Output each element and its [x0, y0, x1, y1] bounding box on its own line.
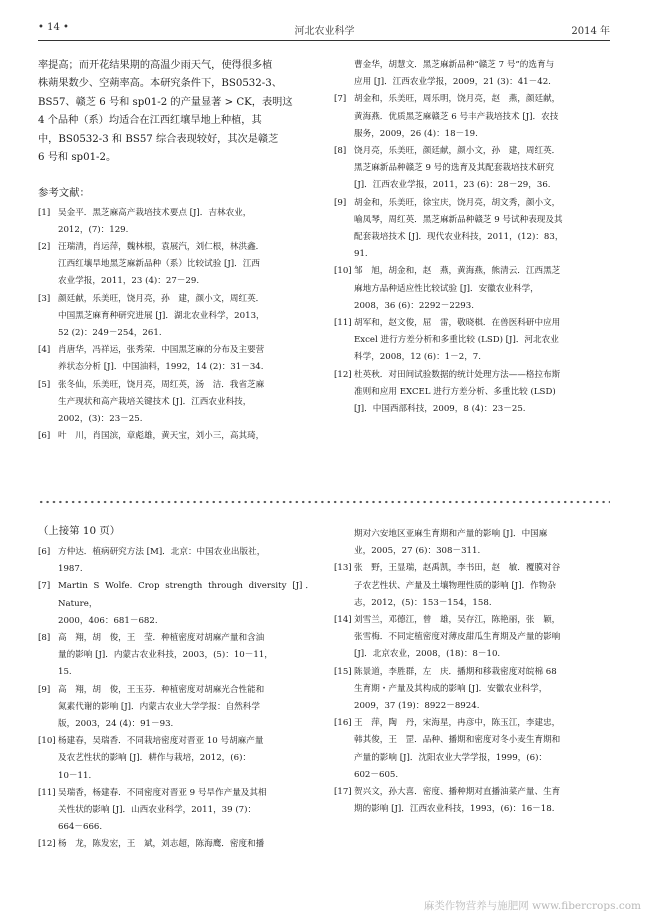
reference-text — [354, 367, 610, 419]
reference-number: [11] — [334, 318, 352, 329]
reference-line: 喻凤琴，周红英．黑芝麻新品种赣芝 9 号试种表现及其 — [354, 214, 563, 225]
reference-line: 陈景道，李胜群，左 庆．播期和移栽密度对皖棉 68 — [354, 666, 557, 677]
reference-number — [334, 526, 354, 560]
reference-number: [12] — [38, 839, 56, 850]
reference-line: Martin S Wolfe. Crop strength through diversity [J]．Nature， — [58, 581, 314, 609]
reference-line: 2012，(7)：129. — [58, 224, 129, 235]
reference-line: 胡金和，乐美旺，周乐明，饶月亮，赵 燕，颜廷献， — [354, 94, 561, 105]
reference-text — [354, 195, 610, 264]
reference-text — [58, 682, 314, 734]
body-line: 率提高；而开花结果期的高温少雨天气，使得很多植 — [38, 60, 273, 71]
reference-line: 汪瑞清，肖运萍，魏林根，袁展汽，刘仁根，林洪鑫． — [58, 242, 265, 253]
reference-text — [58, 428, 314, 445]
reference-line: 生育期・产量及其构成的影响 [J]．安徽农业科学， — [354, 683, 548, 694]
reference-item — [38, 630, 314, 682]
reference-item — [334, 664, 610, 716]
reference-text — [354, 784, 610, 818]
references-title: 参考文献： — [38, 187, 90, 200]
reference-text — [58, 578, 314, 630]
reference-text — [354, 526, 610, 560]
reference-line: 张冬仙，乐美旺，饶月亮，周红英，汤 洁．我省芝麻 — [58, 379, 265, 390]
reference-line: 期对六安地区亚麻生育期和产量的影响 [J]．中国麻 — [354, 529, 548, 539]
reference-text — [354, 612, 610, 664]
reference-line: 准则和应用 EXCEL 进行方差分析、多重比较 (LSD) — [354, 386, 556, 397]
references-list-left — [38, 205, 314, 446]
reference-text — [354, 143, 610, 195]
body-line: BS57、赣芝 6 号和 sp01-2 的产量显著 > CK，表明这 — [38, 96, 293, 108]
reference-item — [38, 428, 314, 445]
right-column — [334, 57, 610, 418]
reference-text — [58, 239, 314, 291]
reference-line: [J]．江西农业学报，2011，23 (6)：28－29，36. — [354, 180, 551, 191]
reference-number: [12] — [334, 369, 352, 380]
reference-line: 版，2003，24 (4)：91－93. — [58, 719, 174, 730]
reference-line: 吴金平．黑芝麻高产栽培技术要点 [J]．吉林农业， — [58, 207, 252, 218]
reference-item — [38, 578, 314, 630]
reference-number: [8] — [38, 633, 51, 644]
continued-references-left — [38, 544, 314, 854]
reference-line: [J]．中国西部科技，2009，8 (4)：23－25. — [354, 404, 526, 415]
reference-item — [334, 91, 610, 143]
body-line: 中，BS0532-3 和 BS57 综合表现较好，其次是赣芝 — [38, 133, 279, 145]
reference-line: 贺兴文，孙大喜．密度、播种期对直播油菜产量、生育 — [354, 787, 561, 798]
reference-number: [6] — [38, 547, 51, 557]
reference-line: 产量的影响 [J]．沈阳农业大学学报，1999，(6)： — [354, 752, 548, 763]
reference-text — [354, 664, 610, 716]
reference-number: [10] — [334, 266, 352, 277]
reference-number: [5] — [38, 379, 51, 390]
reference-line: 高 翔，胡 俊，王玉芬．种植密度对胡麻光合性能和 — [58, 684, 265, 695]
reference-item — [334, 315, 610, 367]
reference-line: 生产现状和高产栽培关键技术 [J]．江西农业科技， — [58, 396, 252, 407]
reference-line: 肖唐华，冯祥运，张秀荣．中国黑芝麻的分布及主要营 — [58, 345, 265, 356]
reference-text — [58, 630, 314, 682]
reference-text — [58, 785, 314, 837]
references-list-right — [334, 57, 610, 418]
continued-left-column — [38, 544, 314, 854]
reference-text — [58, 205, 314, 239]
reference-line: 杨 龙，陈发宏，王 斌，刘志超，陈海鹰．密度和播 — [58, 839, 265, 850]
reference-line: 及农艺性状的影响 [J]．耕作与栽培，2012，(6)： — [58, 753, 252, 764]
reference-line: 2009，37 (19)：8922－8924. — [354, 701, 480, 712]
reference-line: 胡金和，乐美旺，徐宝庆，饶月亮，胡文秀，颜小文， — [354, 197, 561, 208]
reference-item — [334, 784, 610, 818]
reference-number — [334, 57, 354, 91]
reference-line: 664－666. — [58, 822, 103, 833]
reference-number: [13] — [334, 563, 352, 574]
reference-line: 王 萍，陶 丹，宋海星，冉彦中，陈玉江，李建忠， — [354, 718, 561, 729]
body-line: 6 号和 sp01-2。 — [38, 152, 117, 164]
reference-text — [58, 377, 314, 429]
reference-number: [16] — [334, 718, 352, 729]
reference-text — [354, 57, 610, 91]
reference-item — [38, 205, 314, 239]
reference-text — [354, 715, 610, 784]
reference-line: 养状态分析 [J]．中国油料，1992，14 (2)：31－34. — [58, 362, 264, 373]
reference-text — [354, 315, 610, 367]
reference-item — [38, 682, 314, 734]
reference-line: [J]．北京农业，2008，(18)：8－10. — [354, 649, 501, 660]
reference-line: 2008，36 (6)：2292－2293. — [354, 300, 474, 311]
reference-line: 农业学报，2011，23 (4)：27－29. — [58, 276, 200, 287]
reference-line: 高 翔，胡 俊，王 莹．种植密度对胡麻产量和含油 — [58, 633, 265, 644]
reference-line: 2002，(3)：23－25. — [58, 414, 143, 425]
reference-text — [354, 263, 610, 315]
reference-item — [38, 342, 314, 376]
reference-line: 杨建春，吴瑞香．不同栽培密度对晋亚 10 号胡麻产量 — [58, 736, 264, 747]
reference-text — [354, 560, 610, 612]
reference-line: 科学，2008，12 (6)：1－2，7. — [354, 352, 482, 363]
reference-line: Excel 进行方差分析和多重比较 (LSD) [J]．河北农业 — [354, 335, 559, 346]
reference-line: 吴瑞香，杨建春．不同密度对晋亚 9 号旱作产量及其相 — [58, 787, 267, 798]
reference-line: 应用 [J]．江西农业学报，2009，21 (3)：41－42. — [354, 77, 551, 88]
reference-line: 志，2012，(5)：153－154，158. — [354, 597, 492, 608]
reference-line: 江西红壤旱地黑芝麻新品种（系）比较试验 [J]．江西 — [58, 259, 260, 270]
reference-line: 配套栽培技术 [J]．现代农业科技，2011，(12)：83， — [354, 232, 564, 243]
reference-item — [334, 143, 610, 195]
reference-number: [9] — [38, 684, 51, 695]
reference-line: 黄海燕．优质黑芝麻赣芝 6 号丰产栽培技术 [J]．农技 — [354, 111, 559, 122]
reference-number: [1] — [38, 207, 51, 218]
body-line: 株蒴果数少、空蒴率高。本研究条件下，BS0532-3、 — [38, 78, 282, 90]
reference-line: 杜英秋．对田间试验数据的统计处理方法——格拉布斯 — [354, 369, 561, 380]
watermark: 麻类作物营养与施肥网 www.fibercrops.com — [423, 900, 641, 912]
year: 2014 年 — [571, 26, 610, 37]
reference-line: 期的影响 [J]．江西农业科技，1993，(6)：16－18. — [354, 804, 555, 815]
reference-item — [334, 560, 610, 612]
reference-item — [38, 785, 314, 837]
journal-name: 河北农业科学 — [294, 26, 355, 37]
reference-text — [58, 291, 314, 343]
reference-item — [38, 377, 314, 429]
header-rule — [38, 40, 610, 41]
reference-line: 602－605. — [354, 769, 399, 780]
reference-number: [7] — [334, 94, 347, 105]
reference-line: 叶 川，肖国滨，章彪雄，黄天宝，刘小三，高其琦， — [58, 431, 265, 442]
reference-number: [15] — [334, 666, 352, 677]
reference-line: 中国黑芝麻育种研究进展 [J]．湖北农业科学，2013， — [58, 310, 265, 321]
reference-item — [334, 526, 610, 560]
reference-item — [38, 291, 314, 343]
reference-line: 黑芝麻新品种赣芝 9 号的选育及其配套栽培技术研究 — [354, 163, 554, 174]
reference-item — [334, 612, 610, 664]
reference-line: 麻地方品种适应性比较试验 [J]．安徽农业科学， — [354, 283, 539, 294]
reference-line: 方仲达．植病研究方法 [M]．北京：中国农业出版社， — [58, 547, 266, 557]
reference-item — [38, 836, 314, 853]
reference-line: 52 (2)：249－254，261. — [58, 328, 162, 339]
reference-item — [38, 239, 314, 291]
reference-line: 张 野，王显瑞，赵禹凯，李书田，赵 敏．覆膜对谷 — [354, 563, 561, 574]
reference-item — [38, 544, 314, 578]
reference-line: 韩其俊，王 罡．品种、播期和密度对冬小麦生育期和 — [354, 735, 561, 746]
reference-line: 邹 旭，胡金和，赵 燕，黄海燕，熊清云．江西黑芝 — [354, 266, 561, 277]
reference-line: 刘雪兰，邓德江，曾 雄，吴存江，陈艳丽，张 颖， — [354, 615, 561, 626]
reference-line: 氮素代谢的影响 [J]．内蒙古农业大学学报：自然科学 — [58, 701, 260, 712]
reference-number: [2] — [38, 242, 51, 253]
reference-item — [334, 367, 610, 419]
reference-line: 1987. — [58, 564, 83, 575]
reference-number: [4] — [38, 345, 51, 356]
reference-number: [11] — [38, 787, 56, 798]
reference-text — [58, 836, 314, 853]
body-paragraph — [38, 57, 314, 167]
reference-item — [334, 715, 610, 784]
reference-line: 饶月亮，乐美旺，颜廷献，颜小文，孙 建，周红英． — [354, 146, 561, 157]
reference-line: 业，2005，27 (6)：308－311. — [354, 546, 481, 557]
reference-line: 10－11. — [58, 770, 92, 781]
reference-number: [17] — [334, 787, 352, 798]
reference-text — [354, 91, 610, 143]
continued-label: （上接第 10 页） — [38, 525, 121, 537]
reference-text — [58, 544, 314, 578]
body-line: 4 个品种（系）均适合在江西红壤旱地上种植，其 — [38, 115, 262, 127]
reference-item — [334, 57, 610, 91]
reference-line: 曹金华，胡慧文．黑芝麻新品种“赣芝 7 号”的选育与 — [354, 60, 555, 70]
reference-number: [3] — [38, 293, 51, 304]
reference-line: 颜廷献，乐美旺，饶月亮，孙 建，颜小文，周红英． — [58, 293, 265, 304]
left-column — [38, 57, 314, 445]
reference-line: 2000，406：681－682. — [58, 615, 158, 626]
continued-right-column — [334, 526, 610, 818]
section-separator — [38, 500, 610, 504]
reference-text — [58, 342, 314, 376]
reference-text — [58, 733, 314, 785]
reference-item — [38, 733, 314, 785]
reference-line: 91. — [354, 249, 368, 260]
reference-line: 15. — [58, 667, 72, 678]
reference-number: [7] — [38, 581, 51, 592]
continued-references-right — [334, 526, 610, 818]
reference-line: 子农艺性状、产量及土壤物理性质的影响 [J]．作物杂 — [354, 580, 556, 591]
reference-number: [14] — [334, 615, 352, 626]
reference-line: 胡军和，赵文俊，屈 雷，敬晓棋．在兽医科研中应用 — [354, 318, 561, 329]
reference-line: 关性状的影响 [J]．山西农业科学，2011，39 (7)： — [58, 805, 257, 816]
reference-line: 张雪梅．不同定植密度对薄皮甜瓜生育期及产量的影响 — [354, 632, 561, 643]
reference-number: [10] — [38, 736, 56, 747]
reference-number: [6] — [38, 431, 51, 442]
reference-item — [334, 195, 610, 264]
reference-number: [8] — [334, 146, 347, 157]
page-number: • 14 • — [38, 22, 69, 33]
reference-line: 服务，2009，26 (4)：18－19. — [354, 128, 478, 139]
reference-number: [9] — [334, 197, 347, 208]
reference-item — [334, 263, 610, 315]
reference-line: 量的影响 [J]．内蒙古农业科技，2003，(5)：10－11， — [58, 650, 273, 661]
